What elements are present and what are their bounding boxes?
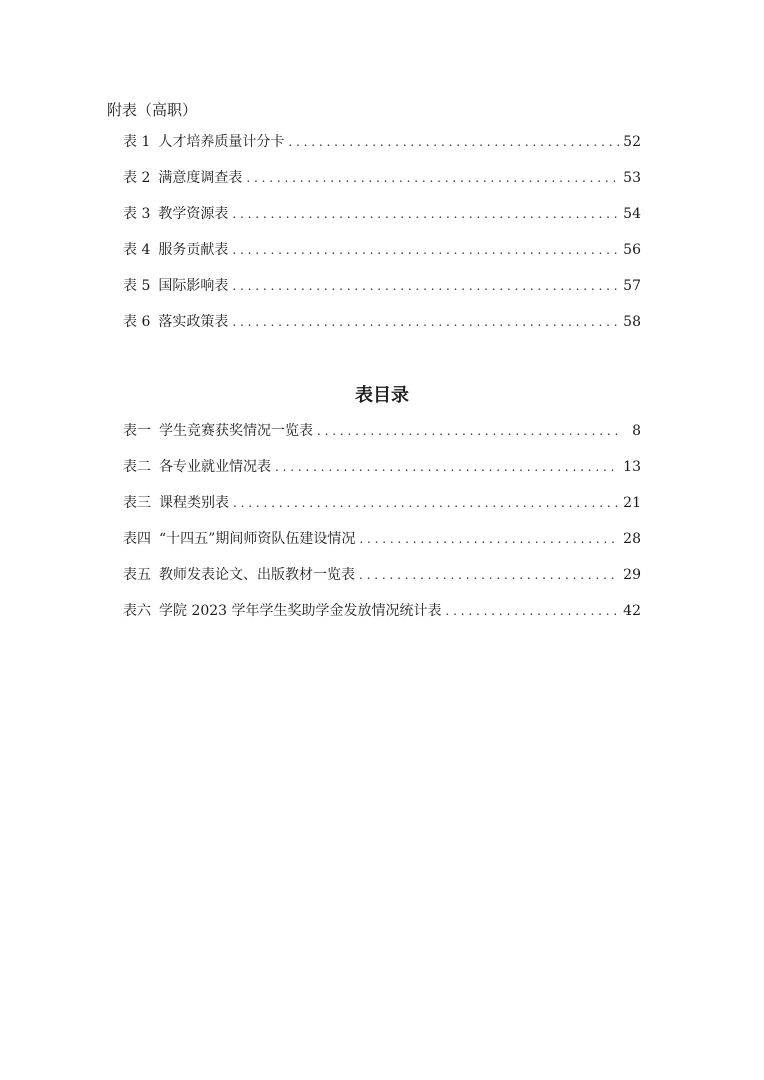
toc-dot-leader: [246, 168, 619, 188]
toc-entry-number: 表一: [123, 423, 151, 439]
toc-entry-page: 52: [623, 134, 641, 150]
toc-entry-page: 13: [623, 459, 641, 475]
toc-entry-page: 56: [623, 242, 641, 258]
toc-entry-number: 表二: [123, 459, 151, 475]
toc-entry[interactable]: [123, 240, 641, 260]
toc-entry[interactable]: [123, 601, 641, 621]
toc-entry-number: 表 4: [123, 242, 151, 258]
toc-entry-title: 落实政策表: [158, 314, 229, 330]
toc-entry-number: 表 5: [123, 278, 151, 294]
toc-entry-number: 表三: [123, 495, 151, 511]
toc-entry-page: 28: [623, 531, 641, 547]
toc-entry[interactable]: [123, 132, 641, 152]
toc-entry[interactable]: [123, 565, 641, 585]
toc-entry-page: 42: [623, 603, 641, 619]
toc-entry-title: 满意度调查表: [158, 170, 243, 186]
toc-entry[interactable]: [123, 276, 641, 296]
toc-entry-title: 人才培养质量计分卡: [158, 134, 285, 150]
toc-entry-number: 表 6: [123, 314, 151, 330]
toc-dot-leader: [317, 421, 623, 441]
toc-entry-title: 服务贡献表: [158, 242, 229, 258]
toc-entry-page: 54: [623, 206, 641, 222]
toc-dot-leader: [233, 493, 619, 513]
toc-entry-title: 学院 2023 学年学生奖助学金发放情况统计表: [159, 603, 442, 619]
toc-entry-title: “十四五”期间师资队伍建设情况: [159, 531, 356, 547]
appendix-heading: 附表（高职）: [107, 101, 198, 119]
toc-dot-leader: [359, 565, 619, 585]
toc-entry-title: 各专业就业情况表: [159, 459, 271, 475]
toc-entry-number: 表五: [123, 567, 151, 583]
toc-entry[interactable]: [123, 204, 641, 224]
toc-dot-leader: [288, 132, 619, 152]
appendix-toc-list: [123, 132, 641, 348]
toc-entry[interactable]: [123, 421, 641, 441]
toc-entry-page: 58: [623, 314, 641, 330]
toc-dot-leader: [446, 601, 620, 621]
toc-dot-leader: [232, 204, 619, 224]
toc-entry-title: 教师发表论文、出版教材一览表: [159, 567, 355, 583]
toc-entry-number: 表 1: [123, 134, 151, 150]
toc-dot-leader: [232, 312, 619, 332]
toc-entry-title: 教学资源表: [158, 206, 229, 222]
toc-entry-page: 21: [623, 495, 641, 511]
toc-entry-page: 8: [632, 423, 641, 439]
toc-entry[interactable]: [123, 529, 641, 549]
toc-dot-leader: [232, 276, 619, 296]
toc-entry-title: 学生竞赛获奖情况一览表: [159, 423, 313, 439]
toc-dot-leader: [232, 240, 619, 260]
toc-entry-number: 表 3: [123, 206, 151, 222]
toc-entry[interactable]: [123, 168, 641, 188]
toc-entry-number: 表四: [123, 531, 151, 547]
toc-dot-leader: [275, 457, 619, 477]
toc-entry-title: 课程类别表: [159, 495, 229, 511]
toc-entry-page: 53: [623, 170, 641, 186]
toc-entry[interactable]: [123, 312, 641, 332]
toc-entry[interactable]: [123, 493, 641, 513]
toc-entry-page: 29: [623, 567, 641, 583]
toc-entry-number: 表六: [123, 603, 151, 619]
toc-entry-page: 57: [623, 278, 641, 294]
toc-entry-number: 表 2: [123, 170, 151, 186]
toc-entry[interactable]: [123, 457, 641, 477]
table-index-list: [123, 421, 641, 637]
toc-dot-leader: [359, 529, 619, 549]
toc-entry-title: 国际影响表: [158, 278, 229, 294]
table-index-heading: 表目录: [355, 385, 409, 406]
